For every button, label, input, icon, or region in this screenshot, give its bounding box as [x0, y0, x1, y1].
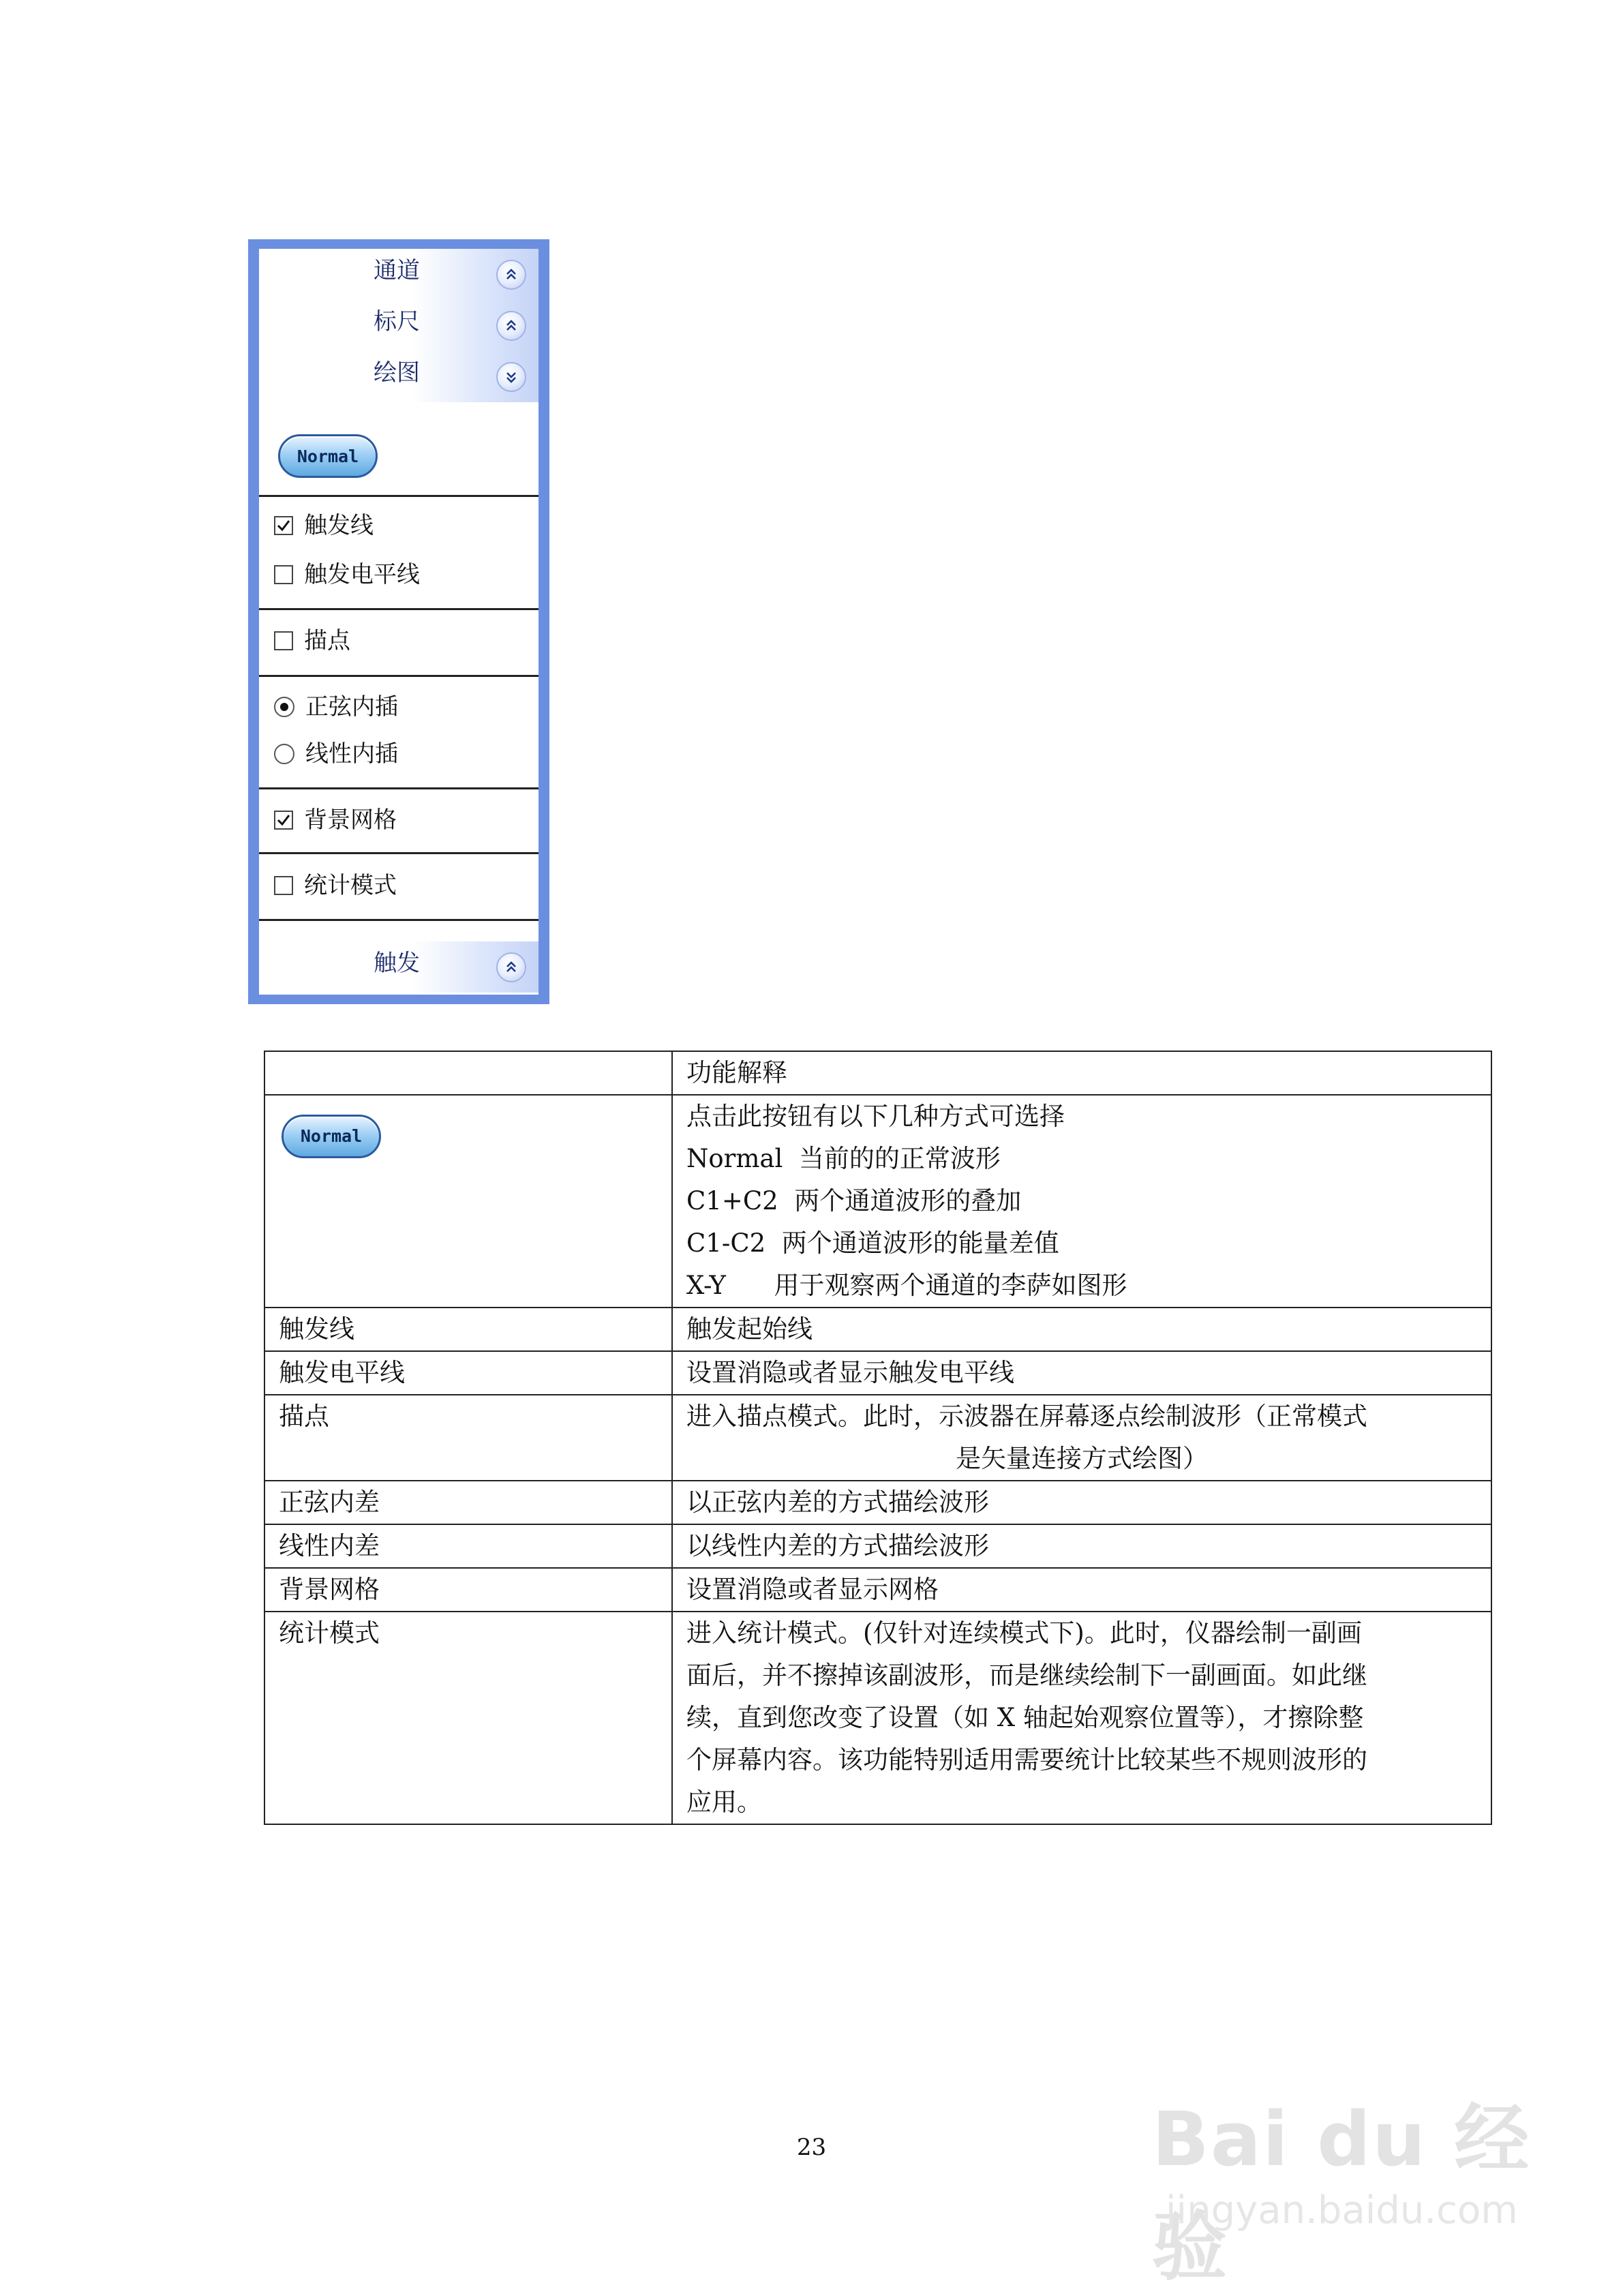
checkbox-unchecked-icon[interactable]: [274, 876, 293, 895]
table-row: [264, 1524, 1491, 1568]
table-row: [264, 1395, 1491, 1481]
table-cell: [672, 1395, 1491, 1481]
divider: [259, 852, 539, 854]
divider: [259, 675, 539, 677]
table-row: [264, 1308, 1491, 1351]
header-cell-explanation: 功能解释: [672, 1051, 1491, 1095]
table-text-line: C1+C2 两个通道波形的叠加: [686, 1186, 1022, 1215]
table-text-line: 进入描点模式。此时，示波器在屏幕逐点绘制波形（正常模式: [686, 1402, 1367, 1431]
section-header-drawing[interactable]: [259, 351, 539, 402]
table-cell: 统计模式: [264, 1612, 672, 1824]
collapse-up-icon[interactable]: [496, 311, 526, 341]
checkbox-unchecked-icon[interactable]: [274, 631, 293, 650]
table-cell: 背景网格: [264, 1568, 672, 1612]
header-cell-item: [264, 1051, 672, 1095]
drawing-settings-panel: [248, 239, 549, 1004]
table-cell: 触发起始线: [672, 1308, 1491, 1351]
normal-mode-button[interactable]: Normal: [278, 434, 378, 478]
function-table: [264, 1051, 1492, 1825]
table-row: [264, 1351, 1491, 1395]
table-cell: [672, 1095, 1491, 1308]
checkbox-checked-icon[interactable]: [274, 811, 293, 830]
option-label: 描点: [304, 627, 350, 654]
baidu-watermark: [1152, 2052, 1534, 2291]
sine-interpolation-radio[interactable]: [274, 693, 398, 721]
background-grid-checkbox[interactable]: [274, 806, 397, 834]
table-text-line: C1-C2 两个通道波形的能量差值: [686, 1228, 1059, 1258]
table-text-line: 是矢量连接方式绘图）: [956, 1444, 1208, 1473]
table-row: [264, 1481, 1491, 1524]
table-cell: [264, 1095, 672, 1308]
table-cell: 以线性内差的方式描绘波形: [672, 1524, 1491, 1568]
watermark-url: jingyan.baidu.com: [1166, 2188, 1518, 2233]
table-text-line: 面后，并不擦掉该副波形，而是继续绘制下一副画面。如此继: [686, 1661, 1367, 1690]
table-cell: 触发线: [264, 1308, 672, 1351]
table-text-line: 续，直到您改变了设置（如 X 轴起始观察位置等），才擦除整: [686, 1703, 1364, 1732]
checkbox-unchecked-icon[interactable]: [274, 565, 293, 584]
table-header-row: [264, 1051, 1491, 1095]
table-cell: 设置消隐或者显示网格: [672, 1568, 1491, 1612]
trigger-line-checkbox[interactable]: [274, 512, 374, 539]
panel-body: [259, 249, 539, 995]
section-header-label: 标尺: [374, 308, 420, 335]
collapse-up-icon[interactable]: [496, 260, 526, 290]
table-cell: 以正弦内差的方式描绘波形: [672, 1481, 1491, 1524]
section-header-trigger[interactable]: [259, 941, 539, 993]
table-text-line: 个屏幕内容。该功能特别适用需要统计比较某些不规则波形的: [686, 1745, 1367, 1774]
normal-mode-button-image: Normal: [282, 1115, 381, 1158]
plot-points-checkbox[interactable]: [274, 627, 350, 654]
section-header-label: 触发: [374, 950, 420, 977]
divider: [259, 608, 539, 610]
checkbox-checked-icon[interactable]: [274, 516, 293, 535]
trigger-level-line-checkbox[interactable]: [274, 561, 420, 588]
option-label: 触发线: [304, 512, 374, 539]
divider: [259, 787, 539, 789]
table-text-line: 应用。: [686, 1787, 762, 1817]
table-text-line: 进入统计模式。(仅针对连续模式下)。此时，仪器绘制一副画: [686, 1618, 1362, 1648]
divider: [259, 919, 539, 921]
page-number: 23: [796, 2134, 827, 2161]
section-header-label: 绘图: [374, 359, 420, 387]
option-label: 背景网格: [304, 806, 397, 834]
linear-interpolation-radio[interactable]: [274, 740, 398, 768]
table-cell: 线性内差: [264, 1524, 672, 1568]
collapse-up-icon[interactable]: [496, 952, 526, 982]
watermark-logo-text: Bai du 经验: [1152, 2096, 1531, 2291]
table-text-line: Normal 当前的的正常波形: [686, 1144, 1001, 1173]
radio-selected-icon[interactable]: [274, 697, 294, 717]
section-header-label: 通道: [374, 257, 420, 284]
radio-unselected-icon[interactable]: [274, 744, 294, 764]
divider: [259, 495, 539, 497]
table-row: [264, 1568, 1491, 1612]
table-cell: 设置消隐或者显示触发电平线: [672, 1351, 1491, 1395]
statistics-mode-checkbox[interactable]: [274, 872, 397, 899]
option-label: 触发电平线: [304, 561, 420, 588]
section-header-ruler[interactable]: [259, 300, 539, 351]
section-header-channel[interactable]: [259, 249, 539, 300]
table-cell: 描点: [264, 1395, 672, 1481]
table-text-line: 点击此按钮有以下几种方式可选择: [686, 1102, 1065, 1131]
table-cell: 正弦内差: [264, 1481, 672, 1524]
table-row: [264, 1612, 1491, 1824]
table-cell: [672, 1612, 1491, 1824]
option-label: 统计模式: [304, 872, 397, 899]
table-cell: 触发电平线: [264, 1351, 672, 1395]
expand-down-icon[interactable]: [496, 362, 526, 392]
option-label: 正弦内插: [305, 693, 398, 721]
table-row: [264, 1095, 1491, 1308]
table-text-line: X-Y 用于观察两个通道的李萨如图形: [686, 1271, 1127, 1300]
option-label: 线性内插: [305, 740, 398, 768]
